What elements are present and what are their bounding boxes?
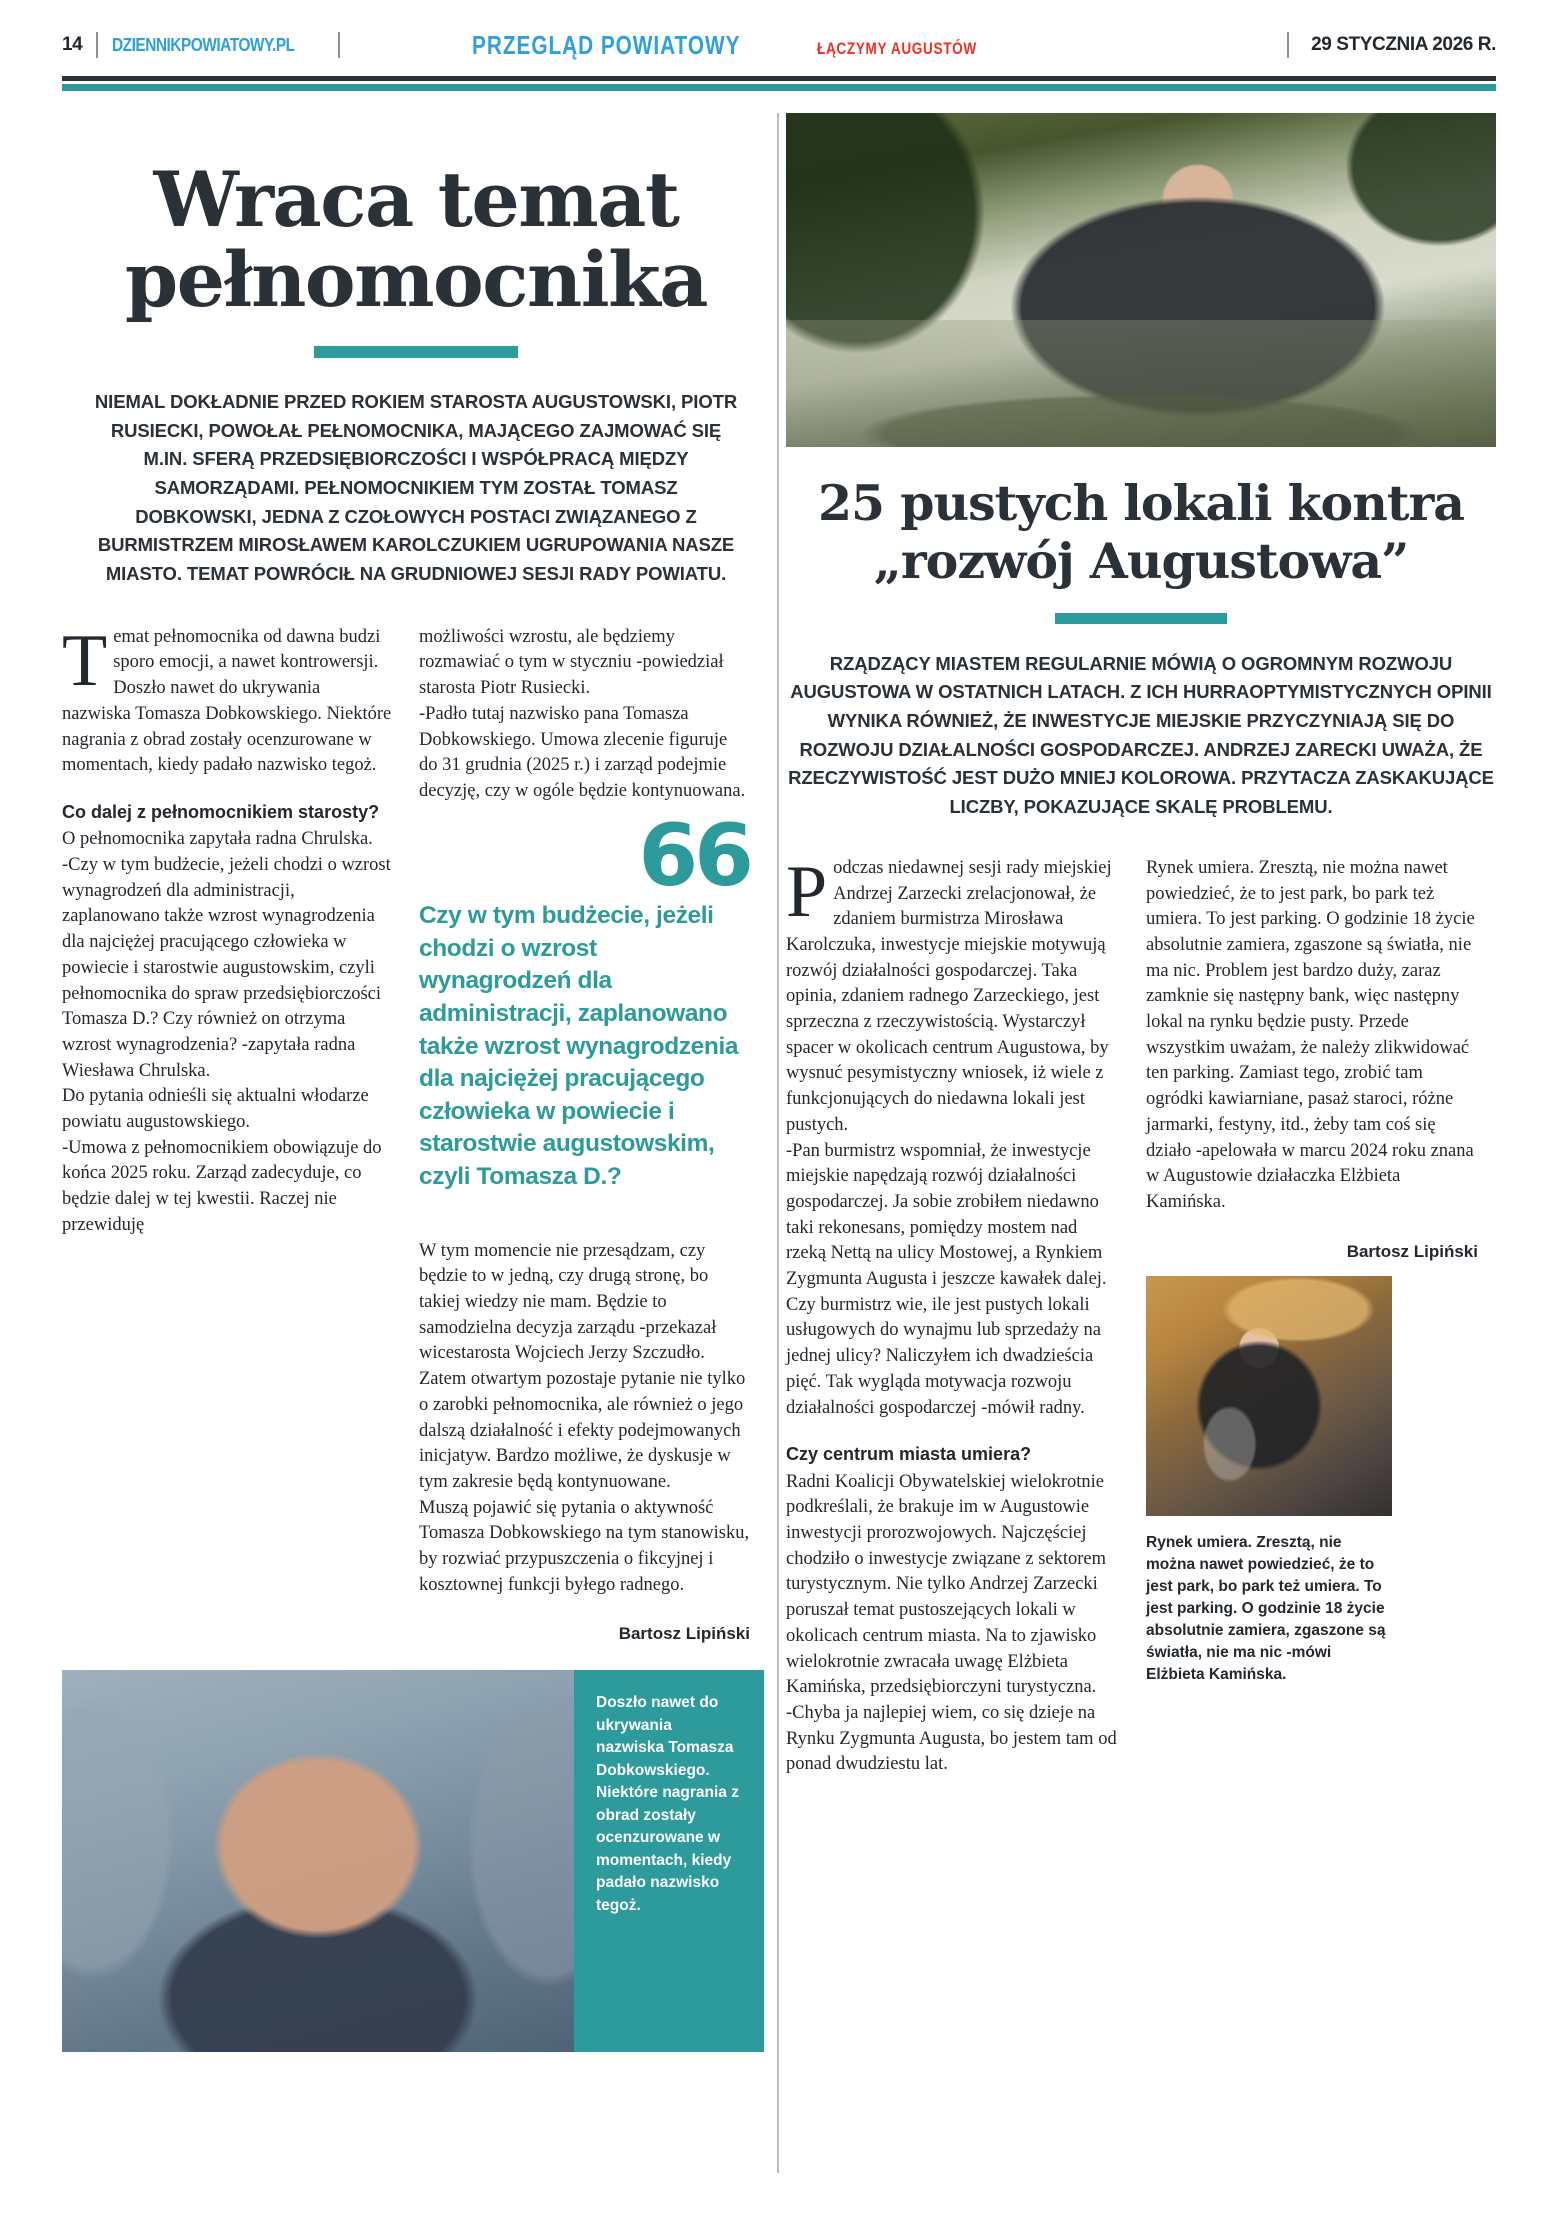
page-number: 14	[62, 34, 83, 55]
article2-col1-p3: Radni Koalicji Obywatelskiej wielokrotnie podkreślali, że brakuje im w Augustowie inwestycji prorozwojowych. Najczęściej chodziło o inwestycje związane z sektorem turystycznym. Nie tylko Andrzej Zarzecki poruszał temat pustoszejących lokali w okolicach centrum miasta. Na to zjawisko wielokrotnie zwracała uwagę Elżbieta Kamińska, przedsiębiorczyni turystyczna.	[786, 1471, 1107, 1698]
article2-col1-p2: -Pan burmistrz wspomniał, że inwestycje miejskie napędzają rozwój działalności gospodarczej. Ja sobie zrobiłem niedawno taki rekonesans, pomiędzy mostem nad rzeką Nettą na ulicy Mostowej, a Rynkiem Zygmunta Augusta i jeszcze kawałek dalej. Czy burmistrz wie, ile jest pustych lokali usługowych do wynajmu lub sprzedaży na jednej ulicy? Naliczyłem ich dwadzieścia pięć. Tak wygląda motywacja rozwoju działalności gospodarczej -mówił radny.	[786, 1140, 1107, 1418]
photo-rusiecki	[786, 113, 1496, 447]
article1-col2-cont	[419, 1239, 750, 1645]
brand-tagline: ŁĄCZYMY AUGUSTÓW	[817, 38, 977, 58]
issue-date: 29 STYCZNIA 2026 R.	[1311, 34, 1496, 55]
masthead	[62, 0, 1496, 62]
header-rules	[62, 76, 1496, 91]
article2-col1-p1: Podczas niedawnej sesji rady miejskiej Andrzej Zarzecki zrelacjonował, że zdaniem burmistrza Mirosława Karolczuka, inwestycje miejskie motywują rozwój działalności gospodarczej. Taka opinia, zdaniem radnego Zarzeckiego, jest sprzeczna z rzeczywistością. Wystarczył spacer w okolicach centrum Augustowa, by wysnuć pesymistyczny wniosek, iż wiele z funkcjonujących do niedawna lokali jest pustych.	[786, 850, 1112, 1135]
issue-date-block	[1287, 32, 1496, 58]
column-divider	[770, 113, 786, 2173]
article1-col1-p5: Do pytania odnieśli się aktualni włodarze powiatu augustowskiego.	[62, 1086, 369, 1133]
article1-columns	[62, 619, 770, 1239]
article2-col2-p1: Rynek umiera. Zresztą, nie można nawet powiedzieć, że to jest park, bo park też umiera. To jest parking. O godzinie 18 życie absolutnie zamiera, zgaszone są światła, nie ma nic. Problem jest bardzo duży, zaraz zamknie się następny bank, więc następny lokal na rynku będzie pusty. Przede wszystkim uważam, że należy zlikwidować ten parking. Zamiast tego, zrobić tam ogródki kawiarniane, pasaż staroci, różne jarmarki, festyny, itd., żeby tam coś się działo -apelowała w marcu 2024 roku znana w Augustowie działaczka Elżbieta Kamińska.	[1146, 857, 1475, 1212]
photo-kaminska	[1146, 1276, 1392, 1516]
brand-title: PRZEGLĄD POWIATOWY	[472, 29, 741, 60]
article2-col2	[1146, 856, 1478, 1778]
article1-col2-p5: Muszą pojawić się pytania o aktywność Tomasza Dobkowskiego na tym stanowisku, by rozwiać przypuszczenia o fikcyjnej i kosztownej funkcji byłego radnego.	[419, 1497, 750, 1595]
article2-subhead: Czy centrum miasta umiera?	[786, 1444, 1032, 1465]
article2-headline-line1: 25 pustych lokali kontra	[817, 474, 1465, 532]
article2-byline: Bartosz Lipiński	[1346, 1241, 1478, 1261]
article1-col1-p6: -Umowa z pełnomocnikiem obowiązuje do końca 2025 roku. Zarząd zadecyduje, co będzie dalej w tej kwestii. Raczej nie przewiduję	[62, 1137, 382, 1235]
divider	[96, 32, 98, 58]
article1-headline-line2: pełnomocnika	[124, 234, 708, 324]
article1-col2-p3: W tym momencie nie przesądzam, czy będzie to w jedną, czy drugą stronę, bo takiej wiedzy nie mam. Będzie to samodzielna decyzja zarządu -przekazał wicestarosta Wojciech Jerzy Szczudło.	[419, 1240, 717, 1364]
article1-subhead: Co dalej z pełnomocnikiem starosty?	[62, 801, 380, 822]
article2-col1	[786, 850, 1118, 1778]
article1-lead: NIEMAL DOKŁADNIE PRZED ROKIEM STAROSTA AUGUSTOWSKI, PIOTR RUSIECKI, POWOŁAŁ PEŁNOMOCNIKA, MAJĄCEGO ZAJMOWAĆ SIĘ M.IN. SFERĄ PRZEDSIĘBIORCZOŚCI I WSPÓŁPRACĄ MIĘDZY SAMORZĄDAMI. PEŁNOMOCNIKIEM TYM ZOSTAŁ TOMASZ DOBKOWSKI, JEDNA Z CZOŁOWYCH POSTACI ZWIĄZANEGO Z BURMISTRZEM MIROSŁAWEM KAROLCZUKIEM UGRUPOWANIA NASZE MIASTO. TEMAT POWRÓCIŁ NA GRUDNIOWEJ SESJI RADY POWIATU.	[94, 391, 738, 585]
article1-columns-cont	[62, 1239, 770, 1645]
divider	[1287, 32, 1289, 58]
article1-col1	[62, 619, 393, 1239]
divider	[338, 32, 340, 58]
article2-headline-line2: „rozwój Augustowa”	[873, 531, 1409, 590]
rule-dark	[62, 76, 1496, 81]
article1-photo-block	[62, 1670, 770, 2052]
article1-col1-p3: O pełnomocnika zapytała radna Chrulska.	[62, 829, 373, 850]
brand-logo	[472, 30, 1016, 61]
article-lokale	[786, 113, 1496, 2173]
accent-bar	[314, 346, 518, 358]
quote-mark-icon: 66	[638, 805, 750, 906]
site-url[interactable]: DZIENNIKPOWIATOWY.PL	[112, 34, 295, 55]
article1-col1-cont	[62, 1239, 393, 1645]
photo-dobkowski	[62, 1670, 574, 2052]
article1-byline: Bartosz Lipiński	[618, 1624, 750, 1644]
article1-headline-line1: Wraca temat	[153, 155, 679, 244]
article1-col1-p1: Temat pełnomocnika od dawna budzi sporo emocji, a nawet kontrowersji.	[62, 619, 381, 702]
article2-lead: RZĄDZĄCY MIASTEM REGULARNIE MÓWIĄ O OGROMNYM ROZWOJU AUGUSTOWA W OSTATNICH LATACH. Z ICH HURRAOPTYMISTYCZNYCH OPINII WYNIKA RÓWNIEŻ, ŻE INWESTYCJE MIEJSKIE PRZYCZYNIAJĄ SIĘ DO ROZWOJU DZIAŁALNOŚCI GOSPODARCZEJ. ANDRZEJ ZARECKI UWAŻA, ŻE RZECZYWISTOŚĆ JEST DUŻO MNIEJ KOLOROWA. PRZYTACZA ZASKAKUJĄCE LICZBY, POKAZUJĄCE SKALĘ PROBLEMU.	[788, 652, 1494, 818]
article1-pullquote: Czy w tym budżecie, jeżeli chodzi o wzrost wynagrodzeń dla administracji, zaplanowano także wzrost wynagrodzenia dla najciężej pracującego człowieka w powiecie i starostwie augustowskim, czyli Tomasza D.?	[419, 902, 739, 1190]
article1-col2-p1: możliwości wzrostu, ale będziemy rozmawiać o tym w styczniu -powiedział starosta Piotr Rusiecki.	[419, 626, 724, 699]
article1-col2	[419, 625, 750, 1239]
article1-col2-p4: Zatem otwartym pozostaje pytanie nie tylko o zarobki pełnomocnika, ale również o jego dalszą działalność i efekty podejmowanych inicjatyw. Bardzo możliwe, że dyskusje w tym zakresie będą kontynuowane.	[419, 1369, 746, 1492]
accent-bar-2	[1055, 613, 1227, 624]
rule-teal	[62, 84, 1496, 91]
article2-photo-caption: Rynek umiera. Zresztą, nie można nawet powiedzieć, że to jest park, bo park też umiera. To jest parking. O godzinie 18 życie absolutnie zamiera, zgaszone są światła, nie ma nic -mówi Elżbieta Kamińska.	[1146, 1533, 1386, 1683]
article1-col1-p2: Doszło nawet do ukrywania nazwiska Tomasza Dobkowskiego. Niektóre nagrania z obrad zostały ocenzurowane w momentach, kiedy padało nazwisko tegoż.	[62, 678, 392, 776]
article1-col2-p2: -Padło tutaj nazwisko pana Tomasza Dobkowskiego. Umowa zlecenie figuruje do 31 grudnia (2025 r.) i zarząd podejmie decyzję, czy w ogóle będzie kontynuowana.	[419, 703, 746, 801]
article1-col1-p4: -Czy w tym budżecie, jeżeli chodzi o wzrost wynagrodzeń dla administracji, zaplanowano także wzrost wynagrodzenia dla najciężej pracującego człowieka w powiecie i starostwie augustowskim, czyli pełnomocnika do spraw przedsiębiorczości Tomasza D.? Czy również on otrzyma wzrost wynagrodzenia? -zapytała radna Wiesława Chrulska.	[62, 855, 391, 1081]
article2-columns	[786, 850, 1496, 1778]
article-pelnomocnika	[62, 113, 770, 2173]
content-grid	[62, 113, 1496, 2173]
article2-col1-p4: -Chyba ja najlepiej wiem, co się dzieje na Rynku Zygmunta Augusta, bo jestem tam od ponad dwudziestu lat.	[786, 1703, 1117, 1775]
article1-teal-caption: Doszło nawet do ukrywania nazwiska Tomasza Dobkowskiego. Niektóre nagrania z obrad zostały ocenzurowane w momentach, kiedy padało nazwisko tegoż.	[574, 1670, 764, 2052]
